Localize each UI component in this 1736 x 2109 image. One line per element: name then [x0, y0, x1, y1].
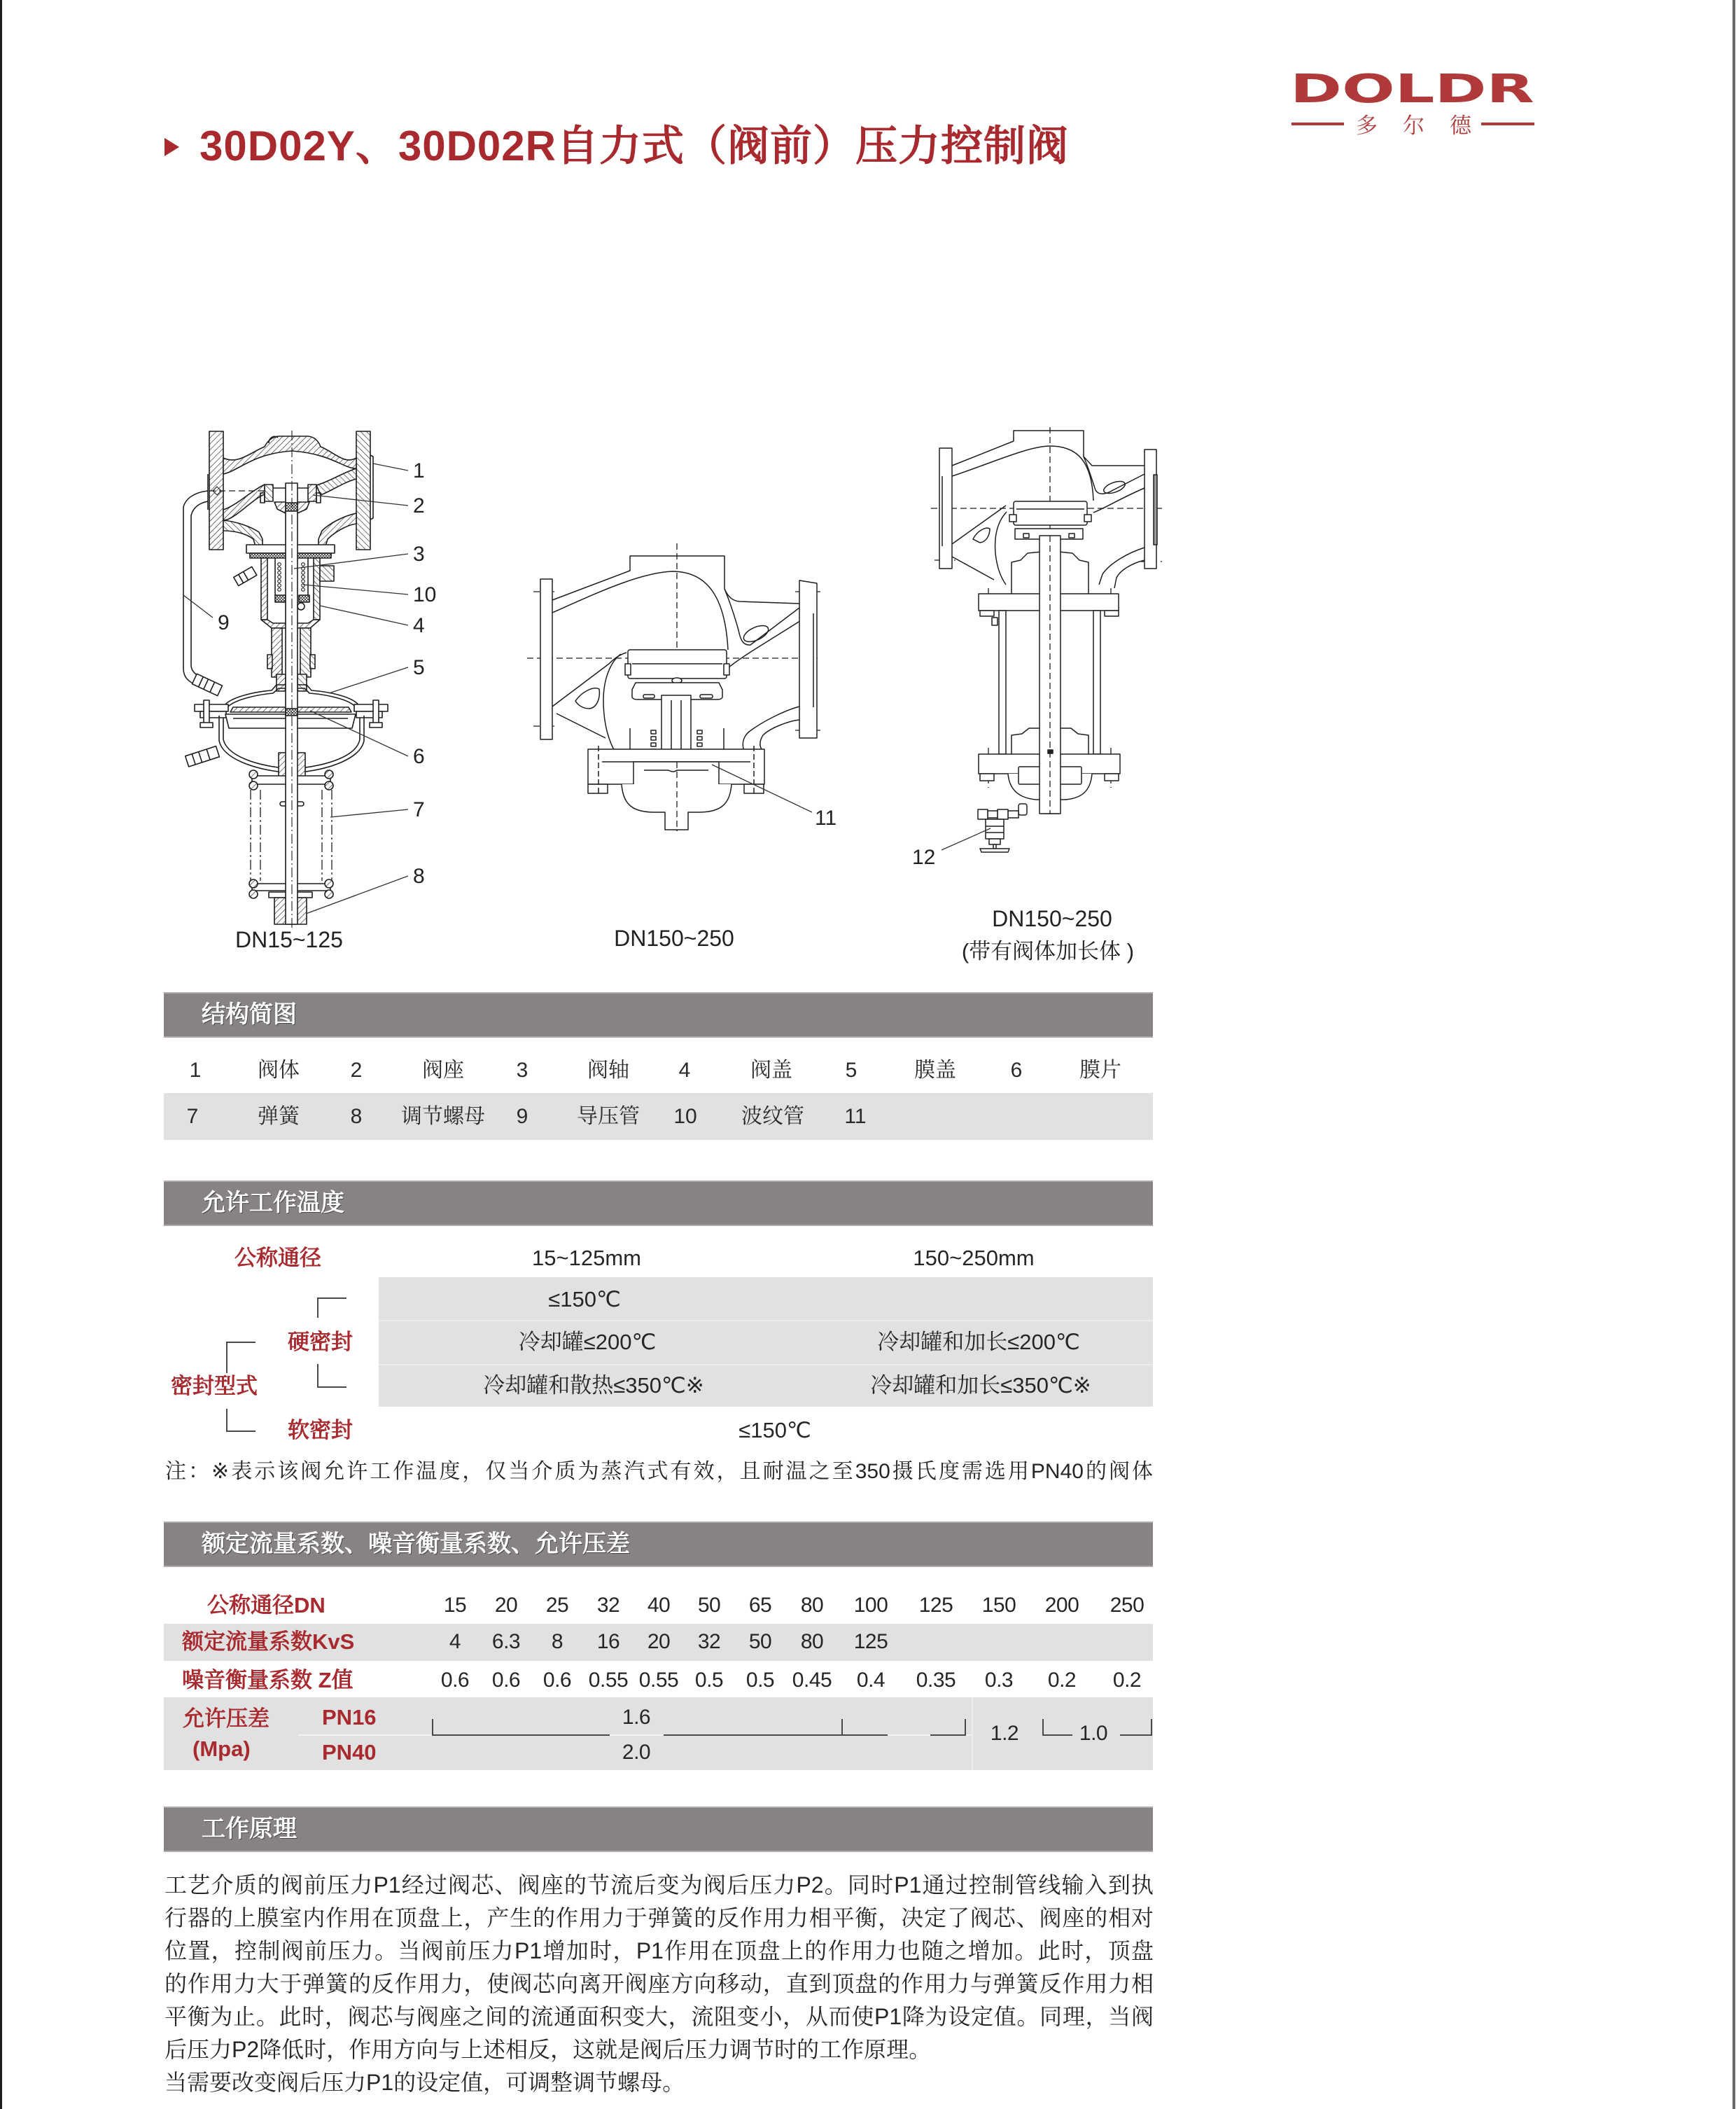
valve-disc — [1009, 501, 1091, 539]
bracket-hard-seal-bottom — [317, 1364, 346, 1388]
dn-value: 250 — [1110, 1594, 1144, 1617]
row-divider — [379, 1364, 1153, 1365]
z-value: 0.5 — [694, 1669, 724, 1692]
part-number: 1 — [189, 1059, 202, 1082]
diagram-dn15-125 — [168, 420, 448, 973]
kvs-value: 50 — [748, 1630, 772, 1653]
soft-seal-label: 软密封 — [288, 1418, 353, 1442]
dn-value: 80 — [800, 1594, 824, 1617]
principle-text-line: 平衡为止。此时，阀芯与阀座之间的流通面积变大，流阻变小，从而使P1降为设定值。同理，当阀 — [164, 2004, 1154, 2029]
pn40-value: 2.0 — [622, 1741, 651, 1764]
diagram-dn150-250 — [518, 532, 854, 966]
kvs-value: 20 — [647, 1630, 671, 1653]
range-line — [1042, 1734, 1072, 1736]
hard-seal-value: 冷却罐和加长≤200℃ — [877, 1330, 1080, 1354]
part-number: 2 — [350, 1059, 363, 1082]
range-tick — [1042, 1719, 1044, 1736]
part-number: 5 — [845, 1059, 858, 1082]
dn-range-small: 15~125mm — [532, 1246, 641, 1270]
bottom-cover — [588, 746, 764, 831]
pressure-diff-unit: (Mpa) — [192, 1736, 251, 1761]
dn-value: 20 — [494, 1594, 518, 1617]
section-header-temperature — [164, 1181, 1153, 1226]
z-value: 0.2 — [1112, 1669, 1142, 1692]
section-header-principle — [164, 1807, 1153, 1852]
dn-value: 25 — [545, 1594, 569, 1617]
dn-value: 125 — [918, 1594, 953, 1617]
principle-text-line: 的作用力大于弹簧的反作用力，使阀芯向离开阀座方向移动，直到顶盘的作用力与弹簧反作用力相 — [164, 1971, 1154, 1996]
hard-seal-value: 冷却罐和散热≤350℃※ — [483, 1373, 704, 1398]
section-header-coefficients — [164, 1522, 1153, 1567]
part-name: 阀座 — [422, 1059, 464, 1082]
dn-value: 32 — [596, 1594, 620, 1617]
seal-type-label: 密封型式 — [171, 1374, 258, 1398]
hard-seal-value: 冷却罐≤200℃ — [518, 1330, 657, 1354]
part-name: 膜片 — [1079, 1059, 1121, 1082]
dn-value: 40 — [647, 1594, 671, 1617]
temperature-note: 注：※表示该阀允许工作温度，仅当介质为蒸汽式有效，且耐温之至350摄氏度需选用PN40的阀体 — [165, 1460, 1153, 1483]
range-line — [1120, 1734, 1152, 1736]
dn-row-label: 公称通径DN — [207, 1593, 326, 1617]
callout-9: 9 — [218, 611, 230, 634]
z-value: 0.5 — [746, 1669, 775, 1692]
section-title: 结构简图 — [202, 1001, 297, 1028]
principle-text-line: 位置，控制阀前压力。当阀前压力P1增加时，P1作用在顶盘上的作用力也随之增加。此时，顶盘 — [164, 1938, 1154, 1963]
dp-dn150-value: 1.2 — [990, 1722, 1019, 1745]
section-title: 允许工作温度 — [202, 1190, 344, 1216]
kvs-value: 4 — [449, 1630, 461, 1653]
diagram-subcaption: (带有阀体加长体 ) — [961, 939, 1135, 963]
valve-outline-drawing — [931, 427, 1162, 852]
part-number: 6 — [1010, 1059, 1023, 1082]
hard-seal-value: 冷却罐和加长≤350℃※ — [870, 1373, 1091, 1398]
hard-seal-label: 硬密封 — [288, 1330, 353, 1354]
pn16-value: 1.6 — [622, 1706, 651, 1729]
callout-5: 5 — [413, 656, 425, 679]
dn-value: 150 — [981, 1594, 1016, 1617]
page-edge-right — [1732, 0, 1735, 2109]
part-number: 4 — [678, 1059, 691, 1082]
logo-rule-left — [1292, 123, 1344, 125]
pn16-label: PN16 — [322, 1705, 377, 1729]
callout-1: 1 — [413, 459, 425, 482]
dn-value: 50 — [697, 1594, 721, 1617]
logo-wordmark: DOLDR — [1290, 67, 1534, 112]
part-name: 膜盖 — [914, 1059, 956, 1082]
kvs-value: 8 — [551, 1630, 564, 1653]
kvs-value: 125 — [853, 1630, 888, 1653]
hard-seal-value: ≤150℃ — [548, 1287, 621, 1311]
bracket-hard-seal-top — [317, 1297, 346, 1318]
page-title — [200, 119, 1069, 174]
principle-text-line: 后压力P2降低时，作用方向与上述相反，这就是阀后压力调节时的工作原理。 — [164, 2037, 932, 2062]
callout-labels — [218, 459, 436, 888]
part-name: 阀盖 — [750, 1059, 792, 1082]
bracket-seal-type-bottom — [226, 1409, 255, 1432]
part-number: 11 — [844, 1105, 867, 1128]
dn-range-large: 150~250mm — [913, 1246, 1035, 1270]
page-edge-left — [0, 0, 2, 2109]
principle-text-line: 行器的上膜室内作用在顶盘上，产生的作用力于弹簧的反作用力相平衡，决定了阀芯、阀座的相对 — [164, 1905, 1154, 1930]
part-name: 波纹管 — [741, 1105, 804, 1128]
z-value: 0.45 — [792, 1669, 832, 1692]
diagram-dn150-250-extended — [903, 420, 1183, 973]
diagram-caption: DN15~125 — [235, 927, 343, 952]
callout-2: 2 — [413, 494, 425, 517]
z-value: 0.6 — [440, 1669, 470, 1692]
dn-value: 100 — [853, 1594, 888, 1617]
dn-value: 200 — [1044, 1594, 1079, 1617]
callout-10: 10 — [413, 583, 437, 606]
z-value: 0.6 — [491, 1669, 521, 1692]
range-tick — [1151, 1719, 1152, 1736]
brand-logo — [1284, 67, 1544, 144]
section-header-structure — [164, 992, 1153, 1038]
z-value: 0.3 — [984, 1669, 1014, 1692]
valve-section-drawing — [183, 431, 388, 928]
callout-11: 11 — [815, 807, 837, 830]
kvs-value: 80 — [800, 1630, 824, 1653]
range-line — [432, 1734, 610, 1736]
pressure-diff-label: 允许压差 — [183, 1706, 270, 1731]
z-value: 0.55 — [588, 1669, 629, 1692]
part-name: 阀轴 — [587, 1059, 629, 1082]
callout-4: 4 — [413, 614, 425, 637]
diagram-caption: DN150~250 — [992, 906, 1112, 931]
range-line — [664, 1734, 888, 1736]
z-value: 0.2 — [1047, 1669, 1077, 1692]
callout-8: 8 — [413, 865, 425, 888]
dn-label: 公称通径 — [234, 1246, 321, 1270]
kvs-value: 32 — [697, 1630, 721, 1653]
callout-3: 3 — [413, 543, 425, 566]
z-value: 0.35 — [916, 1669, 956, 1692]
range-line — [930, 1734, 966, 1736]
kvs-row-label: 额定流量系数KvS — [182, 1629, 355, 1654]
title-arrow-icon — [164, 138, 179, 156]
z-value: 0.4 — [856, 1669, 886, 1692]
logo-rule-right — [1481, 123, 1534, 125]
z-value: 0.6 — [542, 1669, 572, 1692]
section-title: 额定流量系数、噪音衡量系数、允许压差 — [202, 1531, 630, 1557]
part-name: 弹簧 — [258, 1105, 300, 1128]
z-row-label: 噪音衡量系数 Z值 — [182, 1668, 354, 1692]
drain-valve — [978, 804, 1027, 852]
range-tick — [965, 1719, 966, 1736]
title-model: 30D02Y、30D02R — [200, 123, 556, 169]
callout-7: 7 — [413, 798, 425, 821]
range-tick — [841, 1719, 843, 1736]
dn-value: 15 — [443, 1594, 467, 1617]
part-number: 7 — [186, 1105, 199, 1128]
pilot-tube — [183, 491, 208, 686]
part-name: 阀体 — [258, 1059, 300, 1082]
kvs-value: 6.3 — [491, 1630, 521, 1653]
part-name: 调节螺母 — [401, 1105, 485, 1128]
logo-chinese-name: 多尔德 — [1356, 113, 1471, 138]
valve-stem — [286, 431, 298, 928]
section-title: 工作原理 — [202, 1816, 297, 1842]
part-number: 8 — [350, 1105, 363, 1128]
extension-stem — [1040, 536, 1060, 814]
valve-disc — [625, 650, 729, 699]
bracket-seal-type-top — [226, 1342, 255, 1373]
part-number: 3 — [516, 1059, 528, 1082]
part-number: 10 — [673, 1105, 697, 1128]
part-number: 9 — [516, 1105, 528, 1128]
row-divider — [379, 1320, 1153, 1321]
dp-dn200-250-value: 1.0 — [1079, 1722, 1108, 1745]
callout-leader-12 — [941, 828, 990, 850]
callout-6: 6 — [413, 745, 425, 768]
principle-text-line: 当需要改变阀后压力P1的设定值，可调整调节螺母。 — [164, 2070, 685, 2095]
range-tick — [432, 1719, 433, 1736]
principle-text-line: 工艺介质的阀前压力P1经过阀芯、阀座的节流后变为阀后压力P2。同时P1通过控制管线输入到执 — [164, 1872, 1154, 1898]
valve-outline-drawing — [527, 543, 820, 831]
callout-12: 12 — [912, 846, 936, 869]
soft-seal-value: ≤150℃ — [738, 1418, 811, 1442]
kvs-value: 16 — [596, 1630, 620, 1653]
z-value: 0.55 — [638, 1669, 679, 1692]
dn-value: 65 — [748, 1594, 772, 1617]
pn40-label: PN40 — [322, 1740, 377, 1765]
part-name: 导压管 — [577, 1105, 640, 1128]
title-product-name: 自力式（阀前）压力控制阀 — [556, 123, 1069, 169]
diagram-caption: DN150~250 — [614, 926, 734, 951]
